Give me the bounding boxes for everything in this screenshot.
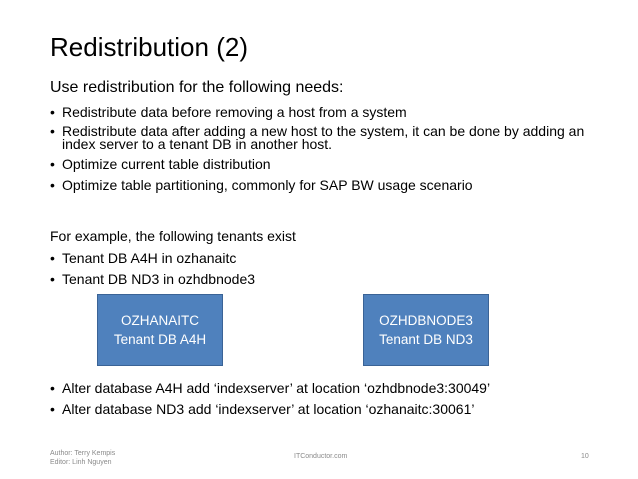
list-item: • Tenant DB ND3 in ozhdbnode3	[50, 271, 255, 287]
tenant-name: Tenant DB A4H	[113, 332, 207, 347]
footer-author: Author: Terry Kempis	[50, 450, 116, 457]
example-intro: For example, the following tenants exist	[50, 228, 296, 244]
footer-editor: Editor: Linh Nguyen	[50, 459, 112, 466]
host-name: OZHDBNODE3	[379, 313, 473, 328]
list-item: • Alter database ND3 add ‘indexserver’ at location ‘ozhanaitc:30061’	[50, 401, 490, 417]
list-item: • Redistribute data after adding a new host to the system, it can be done by adding an index server to a tenant DB in another host.	[50, 125, 595, 151]
intro-text: Use redistribution for the following needs:	[50, 79, 344, 96]
list-item: • Optimize table partitioning, commonly for SAP BW usage scenario	[50, 177, 595, 193]
slide-title: Redistribution (2)	[50, 32, 248, 62]
tenants-list	[50, 250, 255, 292]
host-name: OZHANAITC	[120, 313, 199, 328]
footer-credits	[50, 449, 115, 467]
host-box-ozhdbnode3	[363, 294, 489, 366]
footer-site: ITConductor.com	[294, 453, 348, 460]
list-item: • Redistribute data before removing a host from a system	[50, 104, 595, 120]
page-number: 10	[581, 453, 589, 460]
host-box-ozhanaitc	[97, 294, 223, 366]
list-item: • Tenant DB A4H in ozhanaitc	[50, 250, 255, 266]
needs-list	[50, 104, 595, 198]
list-item: • Alter database A4H add ‘indexserver’ at location ‘ozhdbnode3:30049’	[50, 380, 490, 396]
list-item: • Optimize current table distribution	[50, 156, 595, 172]
alter-statements-list	[50, 380, 490, 422]
tenant-name: Tenant DB ND3	[379, 332, 473, 347]
